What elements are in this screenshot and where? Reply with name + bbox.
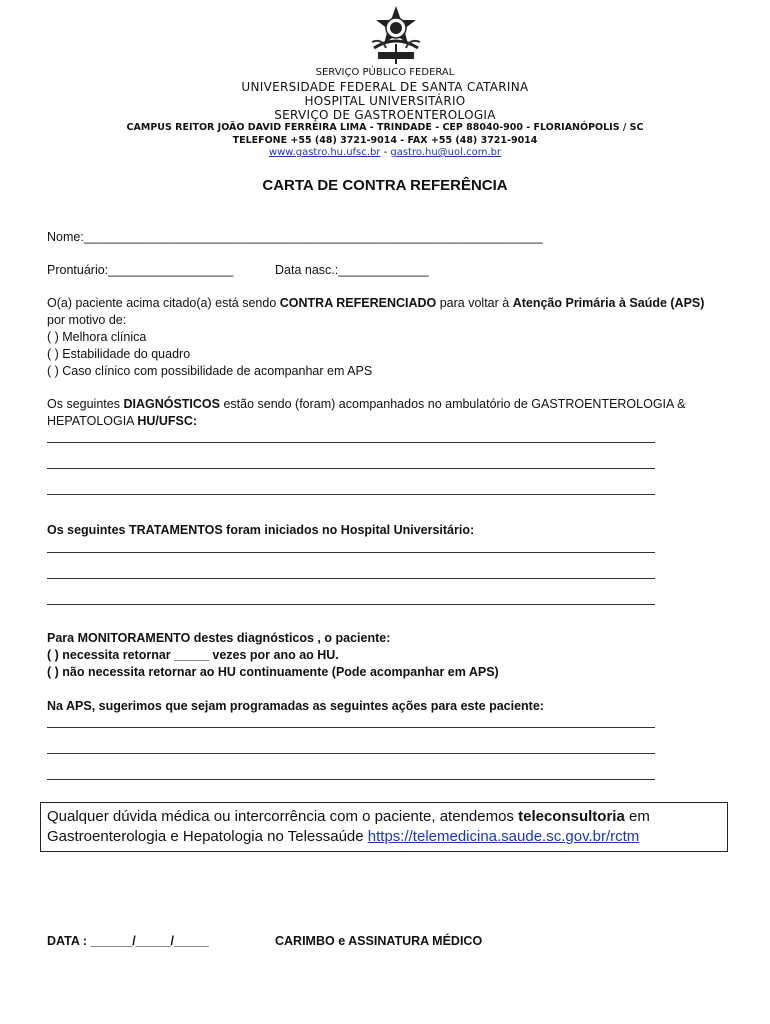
aps-blank-line[interactable] [47,753,655,754]
notice-bold: teleconsultoria [518,808,625,825]
header-hospital: HOSPITAL UNIVERSITÁRIO [304,94,466,108]
header-phone: TELEFONE +55 (48) 3721-9014 - FAX +55 (48) 3721-9014 [232,135,538,146]
aps-blank-line[interactable] [47,779,655,780]
document-title: CARTA DE CONTRA REFERÊNCIA [262,177,508,194]
website-link[interactable]: www.gastro.hu.ufsc.br [268,147,381,158]
diag-text2: estão sendo (foram) acompanhados no ambulatório de GASTROENTEROLOGIA & [219,397,686,411]
option-estabilidade[interactable]: ( ) Estabilidade do quadro [47,347,191,361]
option-melhora[interactable]: ( ) Melhora clínica [47,330,147,344]
header-university: UNIVERSIDADE FEDERAL DE SANTA CATARINA [241,80,529,94]
notice-text: Qualquer dúvida médica ou intercorrência com o paciente, atendemos [47,808,519,825]
header-links [0,147,770,158]
aps-label: Na APS, sugerimos que sejam programadas as seguintes ações para este paciente: [47,699,544,713]
option-necessita-retornar[interactable]: ( ) necessita retornar _____ vezes por ano ao HU. [47,648,339,662]
link-separator: - [380,147,391,158]
diag-blank-line[interactable] [47,494,655,495]
intro-aps: Atenção Primária à Saúde (APS) [512,296,705,310]
tratamentos-label: Os seguintes TRATAMENTOS foram iniciados no Hospital Universitário: [47,523,475,537]
header-service: SERVIÇO PÚBLICO FEDERAL [315,67,455,78]
trat-blank-line[interactable] [47,552,655,553]
telemedicina-link[interactable]: https://telemedicina.saude.sc.gov.br/rctm [367,828,640,845]
notice-line2 [47,828,639,845]
intro-line [47,296,704,310]
nome-field[interactable]: Nome:__________________________________________________________________ [47,230,543,244]
diagnosticos-line1 [47,397,685,411]
intro-mid: para voltar à [436,296,513,310]
aps-blank-line[interactable] [47,727,655,728]
intro-bold: CONTRA REFERENCIADO [279,296,437,310]
header-department: SERVIÇO DE GASTROENTEROLOGIA [274,108,496,122]
diag-bold2: HU/UFSC: [137,414,198,428]
signature-label: CARIMBO e ASSINATURA MÉDICO [275,934,483,948]
diag-text3: HEPATOLOGIA [47,414,138,428]
prontuario-field[interactable]: Prontuário:__________________ [47,263,234,277]
trat-blank-line[interactable] [47,578,655,579]
intro-text: O(a) paciente acima citado(a) está sendo [47,296,280,310]
option-caso-clinico[interactable]: ( ) Caso clínico com possibilidade de acompanhar em APS [47,364,373,378]
option-nao-necessita[interactable]: ( ) não necessita retornar ao HU continuamente (Pode acompanhar em APS) [47,665,499,679]
notice-line1 [47,808,650,825]
teleconsultoria-notice [40,802,728,852]
trat-blank-line[interactable] [47,604,655,605]
reason-label: por motivo de: [47,313,127,327]
data-nasc-field[interactable]: Data nasc.:_____________ [275,263,429,277]
brazil-coat-of-arms-emblem [368,4,424,66]
email-link[interactable]: gastro.hu@uol.com.br [390,147,502,158]
diag-blank-line[interactable] [47,468,655,469]
diag-blank-line[interactable] [47,442,655,443]
date-field[interactable]: DATA : ______/_____/_____ [47,934,209,948]
notice-text2: Gastroenterologia e Hepatologia no Telessaúde [47,828,368,845]
monitoramento-label: Para MONITORAMENTO destes diagnósticos , o paciente: [47,631,391,645]
diag-bold: DIAGNÓSTICOS [123,397,220,411]
diagnosticos-line2 [47,414,197,428]
diag-text: Os seguintes [47,397,124,411]
header-campus-address: CAMPUS REITOR JOÃO DAVID FERREIRA LIMA - TRINDADE - CEP 88040-900 - FLORIANÓPOLIS / SC [126,122,644,133]
notice-text-end: em [624,808,650,825]
